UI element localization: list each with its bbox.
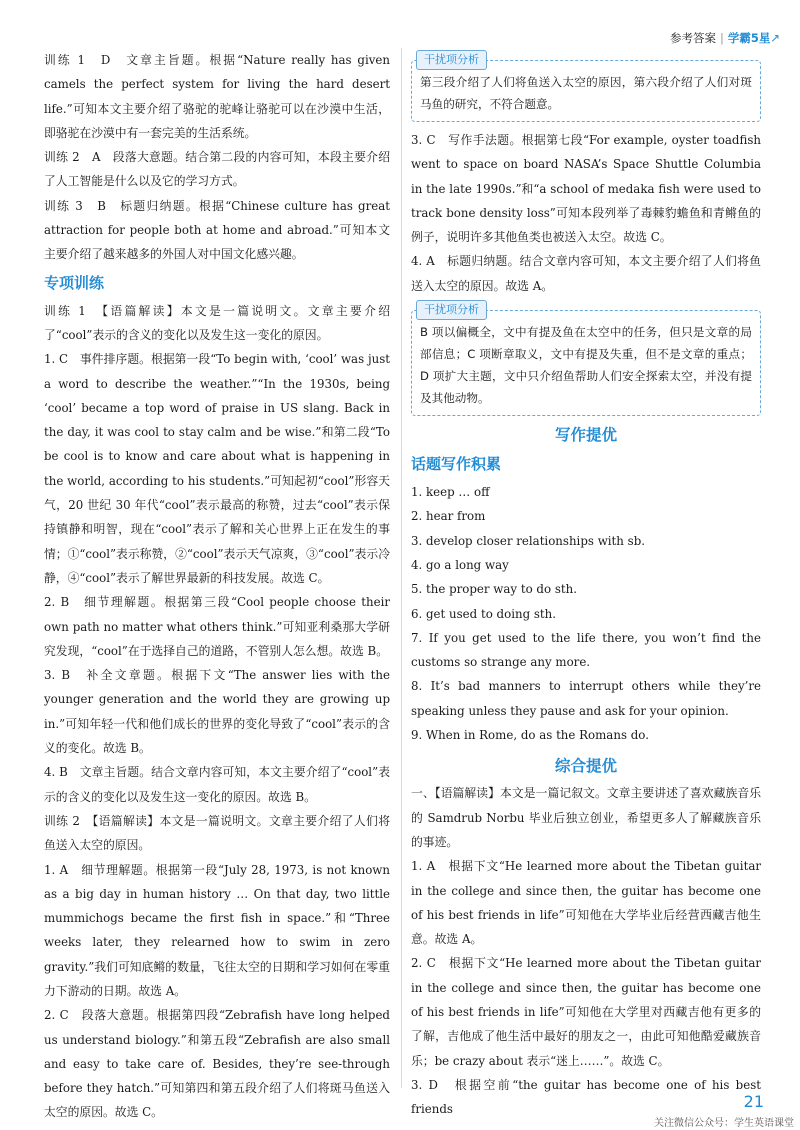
list-item: 7. If you get used to the life there, you won’t find the customs so strange any more. xyxy=(411,630,761,670)
writing-section-title: 写作提优 xyxy=(554,426,617,445)
training-1-q4: 4. B 文章主旨题。结合文章内容可知，本文主要介绍了“cool”表示的含义的变化以及发生这一变化的原因。故选 B。 xyxy=(44,765,390,804)
comprehensive-section-title: 综合提优 xyxy=(554,757,617,776)
topic-accumulation-title: 话题写作积累 xyxy=(411,455,502,474)
star-icon: ↗ xyxy=(770,31,780,45)
list-item: 2. hear from xyxy=(411,509,486,524)
training-2-q3: 3. C 写作手法题。根据第七段“For example, oyster toadfish went to space on board NASA’s Space Shuttle Columbia in the late 1990s.”和“a school of medaka fish were used to track bone density loss”可知本段列举了毒棘豹蟾鱼和青鳉鱼的例子，说明许多其他鱼类也被送入太空。故选 C。 xyxy=(411,133,761,245)
training-2-intro: 训练 2 【语篇解读】本文是一篇说明文。文章主要介绍了人们将鱼送入太空的原因。 xyxy=(44,813,390,853)
training-1-q2: 2. B 细节理解题。根据第三段“Cool people choose their own path no matter what others think.”可知亚利桑那大学研究发现，“cool”在于选择自己的道路，不管别人怎么想。故选 B。 xyxy=(44,595,390,658)
answer-training-1: 训练 1 D 文章主旨题。根据“Nature really has given camels the perfect system for living the hard desert life.”可知本文主要介绍了骆驼的驼峰让骆驼可以在沙漠中生活，即骆驼在沙漠中有一套完美的生活系统。 xyxy=(44,53,390,140)
answer-training-3: 训练 3 B 标题归纳题。根据“Chinese culture has great attraction for people both at home and abroad.”可知本文主要介绍了越来越多的外国人对中国文化感兴趣。 xyxy=(44,198,390,262)
comprehensive-q1: 1. A 根据下文“He learned more about the Tibetan guitar in the college and since then, the guitar has become one of his best friends in life”可知他在大学毕业后经营西藏吉他生意。故选 A。 xyxy=(411,859,761,947)
page-header xyxy=(670,30,780,46)
training-1-q3: 3. B 补全文章题。根据下文“The answer lies with the younger generation and the world they are growing up in.”可知年轻一代和他们成长的世界的变化导致了“cool”表示的含义的变化。故选 B。 xyxy=(44,668,390,756)
list-item: 4. go a long way xyxy=(411,557,509,572)
training-2-q1: 1. A 细节理解题。根据第一段“July 28, 1973, is not known as a big day in human history … On that day, two little mummichogs became the first fish in space.”和“Three weeks later, they relearned how to swim in zero gravity.”我们可知底鳉的数量，飞往太空的日期和学习如何在零重力下游动的日期。故选 A。 xyxy=(44,862,390,998)
comprehensive-intro: 一、【语篇解读】本文是一篇记叙文。文章主要讲述了喜欢藏族音乐的 Samdrub Norbu 毕业后独立创业，希望更多人了解藏族音乐的事迹。 xyxy=(411,786,761,849)
training-1-intro: 训练 1 【语篇解读】本文是一篇说明文。文章主要介绍了“cool”表示的含义的变化以及发生这一变化的原因。 xyxy=(44,303,390,342)
comprehensive-q2: 2. C 根据下文“He learned more about the Tibetan guitar in the college and since then, the guitar has become one of his best friends in life”可知他在大学里对西藏吉他有更多的了解，吉他成了他生活中最好的朋友之一，由此可知他酷爱藏族音乐；be crazy about 表示“迷上……”。故选 C。 xyxy=(411,956,761,1068)
section-title-special-training: 专项训练 xyxy=(44,273,105,292)
header-separator: | xyxy=(719,31,724,45)
distractor-analysis-tag: 干扰项分析 xyxy=(416,300,487,320)
comprehensive-q3: 3. D 根据空前“the guitar has become one of his best friends xyxy=(411,1077,761,1117)
list-item: 1. keep … off xyxy=(411,485,490,500)
list-item: 3. develop closer relationships with sb. xyxy=(411,533,646,548)
column-divider xyxy=(401,48,402,1088)
list-item: 6. get used to doing sth. xyxy=(411,606,557,621)
answer-training-2: 训练 2 A 段落大意题。结合第二段的内容可知，本段主要介绍了人工智能是什么以及它的学习方式。 xyxy=(44,150,390,189)
header-brand: 学霸5星 xyxy=(727,31,771,45)
training-1-q1: 1. C 事件排序题。根据第一段“To begin with, ‘cool’ was just a word to describe the weather.”“In the 1930s, being ‘cool’ became a top word of praise in US slang. Back in the day, it was cool to stay calm and be wise.”和第二段“To be cool is to know and care about what is happening in the world, according to his students.”可知起初“cool”形容天气，20 世纪 30 年代“cool”表示最高的称赞，过去“cool”表示保持镇静和明智，现在“cool”表示了解和关心世界上正在发生的事情；①“cool”表示称赞，②“cool”表示天气凉爽，③“cool”表示冷静，④“cool”表示了解世界最新的科技发展。故选 C。 xyxy=(44,352,390,585)
header-label: 参考答案 xyxy=(669,31,716,45)
distractor-analysis-text: 第三段介绍了人们将鱼送入太空的原因，第六段介绍了人们对斑马鱼的研究，不符合题意。 xyxy=(420,75,752,111)
right-column xyxy=(411,48,761,1122)
training-2-q2: 2. C 段落大意题。根据第四段“Zebrafish have long helped us understand biology.”和第五段“Zebrafish are also small and easy to take care of. Besides, they’re see-through before they hatch.”可知第四和第五段介绍了人们将斑马鱼送入太空的原因。故选 C。 xyxy=(44,1008,390,1120)
list-item: 9. When in Rome, do as the Romans do. xyxy=(411,728,649,743)
training-2-q4: 4. A 标题归纳题。结合文章内容可知，本文主要介绍了人们将鱼送入太空的原因。故选 A。 xyxy=(411,254,761,293)
distractor-analysis-text: B 项以偏概全，文中有提及鱼在太空中的任务，但只是文章的局部信息；C 项断章取义，文中有提及失重，但不是文章的重点；D 项扩大主题，文中只介绍鱼帮助人们安全探索太空，并没有提及其他动物。 xyxy=(420,325,752,406)
list-item: 8. It’s bad manners to interrupt others while they’re speaking unless they pause and ask for your opinion. xyxy=(411,679,761,718)
distractor-analysis-box-1 xyxy=(411,53,761,122)
page-number: 21 xyxy=(743,1092,764,1111)
footer-watermark: 关注微信公众号：学生英语课堂 xyxy=(654,1118,794,1129)
left-column xyxy=(44,48,390,1125)
list-item: 5. the proper way to do sth. xyxy=(411,582,577,597)
distractor-analysis-tag: 干扰项分析 xyxy=(416,50,487,70)
distractor-analysis-box-2 xyxy=(411,303,761,416)
